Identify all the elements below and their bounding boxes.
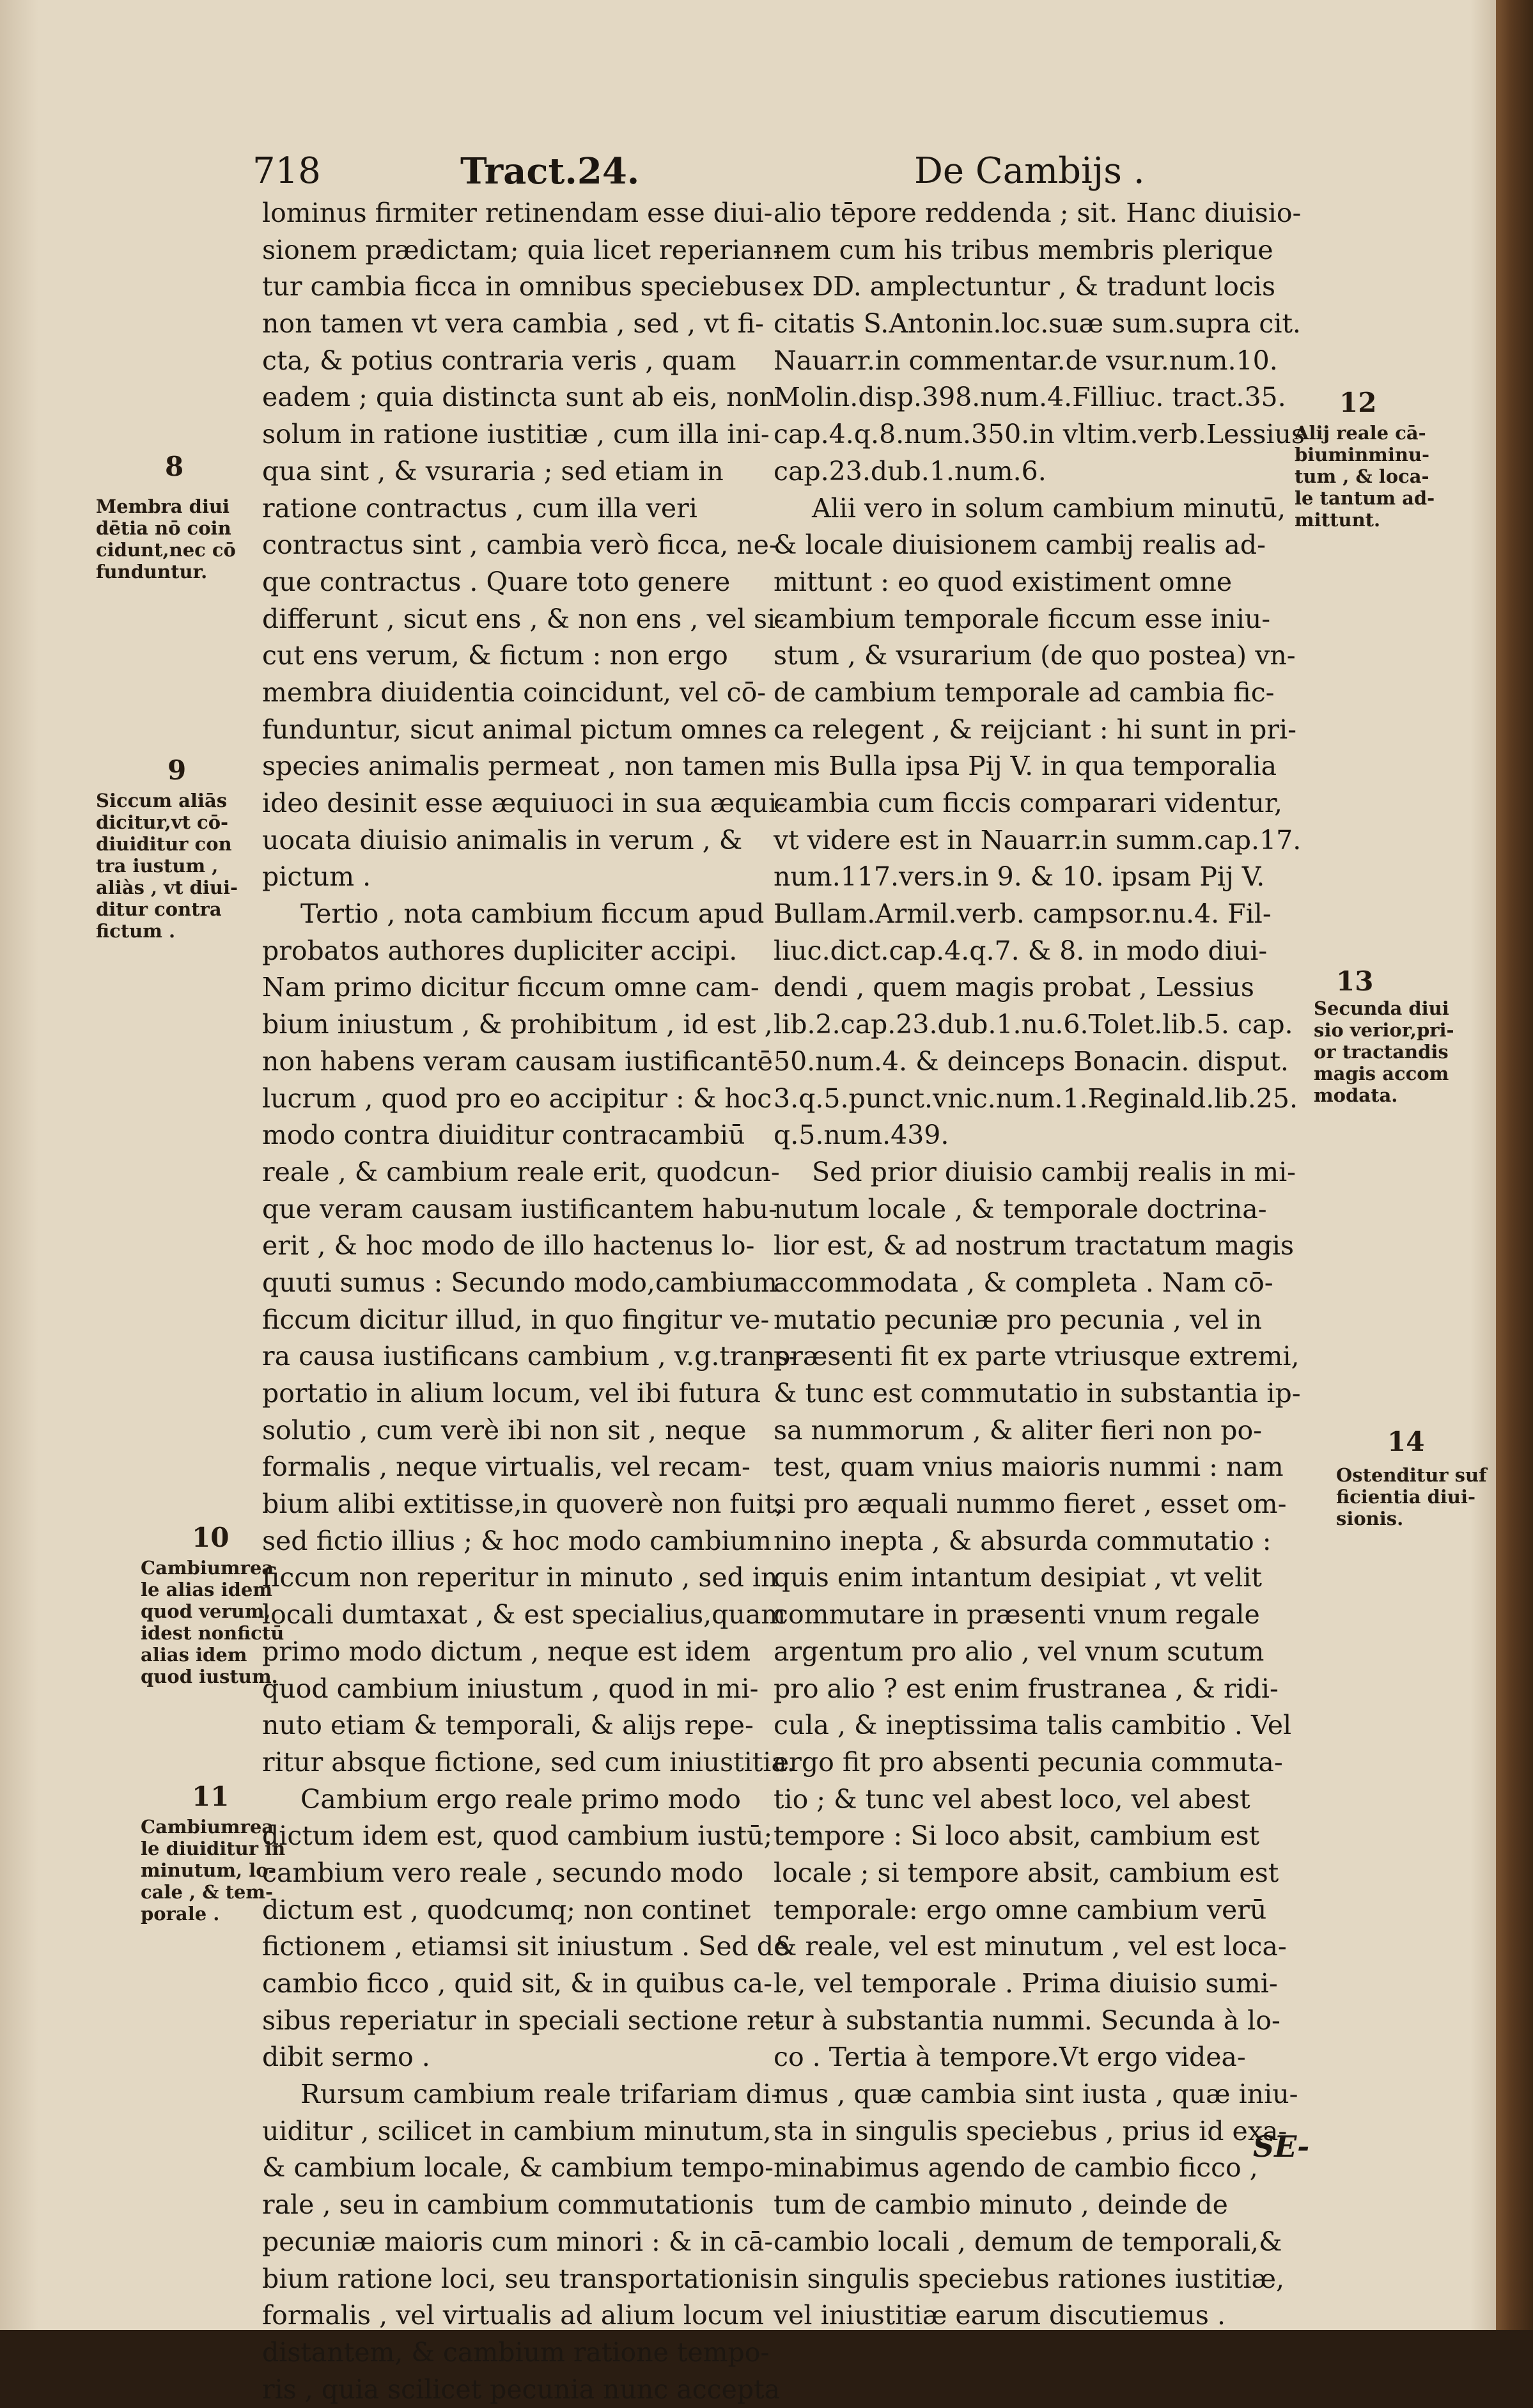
text-line: q.5.num.439. bbox=[774, 1120, 949, 1151]
text-line: ficcum non reperitur in minuto , sed in bbox=[262, 1562, 778, 1593]
text-line: Nauarr.in commentar.de vsur.num.10. bbox=[774, 345, 1278, 376]
margin-number-12: 12 bbox=[1339, 387, 1377, 418]
text-line: minabimus agendo de cambio ficco , bbox=[774, 2152, 1258, 2184]
text-line: cambium temporale ficcum esse iniu- bbox=[774, 603, 1271, 634]
text-line: ex DD. amplectuntur , & tradunt locis bbox=[774, 271, 1276, 302]
text-line: fictionem , etiamsi sit iniustum . Sed de bbox=[262, 1931, 790, 1962]
right-text-column bbox=[774, 195, 1311, 2334]
text-line: sibus reperiatur in speciali sectione re- bbox=[262, 2005, 784, 2036]
margin-note-8: Membra diui dētia nō coin cidunt,nec cō funduntur. bbox=[96, 496, 236, 582]
text-line: test, quam vnius maioris nummi : nam bbox=[774, 1451, 1284, 1483]
text-line: portatio in alium locum, vel ibi futura bbox=[262, 1378, 761, 1409]
text-line: nem cum his tribus membris plerique bbox=[774, 234, 1273, 265]
text-line: uocata diuisio animalis in verum , & bbox=[262, 824, 743, 856]
text-line: modo contra diuiditur contracambiū bbox=[262, 1120, 745, 1151]
text-line: nuto etiam & temporali, & alijs repe- bbox=[262, 1710, 754, 1741]
text-line: cambia cum ficcis comparari videntur, bbox=[774, 788, 1283, 818]
text-line: contractus sint , cambia verò ficca, ne- bbox=[262, 529, 778, 561]
text-line: primo modo dictum , neque est idem bbox=[262, 1636, 751, 1667]
text-line: cambio locali , demum de temporali,& bbox=[774, 2226, 1282, 2257]
margin-note-11: Cambiumrea le diuiditur in minutum, lo- cale , & tem- porale . bbox=[141, 1816, 286, 1925]
text-line: commutare in præsenti vnum regale bbox=[774, 1599, 1260, 1630]
text-line: reale , & cambium reale erit, quodcun- bbox=[262, 1156, 780, 1187]
text-line: erit , & hoc modo de illo hactenus lo- bbox=[262, 1230, 755, 1262]
text-line: Alii vero in solum cambium minutū, bbox=[812, 492, 1286, 524]
text-line: rale , seu in cambium commutationis bbox=[262, 2189, 754, 2221]
text-line: lucrum , quod pro eo accipitur : & hoc bbox=[262, 1083, 772, 1114]
text-line: formalis , vel virtualis ad alium locum bbox=[262, 2300, 764, 2331]
text-line: dendi , quem magis probat , Lessius bbox=[774, 972, 1254, 1003]
text-line: dictum idem est, quod cambium iustū; bbox=[262, 1820, 773, 1852]
text-line: bium alibi extitisse,in quoverè non fuit, bbox=[262, 1489, 784, 1520]
text-line: præsenti fit ex parte vtriusque extremi, bbox=[774, 1341, 1300, 1372]
text-line: que contractus . Quare toto genere bbox=[262, 566, 731, 597]
text-line: temporale: ergo omne cambium verū bbox=[774, 1894, 1267, 1925]
text-line: de cambium temporale ad cambia fic- bbox=[774, 676, 1275, 708]
text-line: quuti sumus : Secundo modo,cambium bbox=[262, 1267, 777, 1298]
margin-note-13: Secunda diui sio verior,pri- or tractandis magis accom modata. bbox=[1314, 997, 1454, 1106]
margin-number-8: 8 bbox=[165, 451, 184, 482]
text-line: dictum est , quodcumq; non continet bbox=[262, 1894, 751, 1925]
catchword: SE- bbox=[1253, 2129, 1310, 2164]
text-line: pro alio ? est enim frustranea , & ridi- bbox=[774, 1673, 1279, 1704]
text-line: in singulis speciebus rationes iustitiæ, bbox=[774, 2263, 1285, 2294]
text-line: quis enim intantum desipiat , vt velit bbox=[774, 1562, 1263, 1593]
text-line: solum in ratione iustitiæ , cum illa ini- bbox=[262, 419, 770, 450]
text-line: ris , quia scilicet pecunia nunc accepta bbox=[262, 2373, 781, 2405]
text-line: 3.q.5.punct.vnic.num.1.Reginald.lib.25. bbox=[774, 1083, 1298, 1114]
text-line: dibit sermo . bbox=[262, 2042, 430, 2073]
text-line: nino inepta , & absurda commutatio : bbox=[774, 1525, 1272, 1556]
text-line: liuc.dict.cap.4.q.7. & 8. in modo diui- bbox=[774, 935, 1268, 966]
text-line: & cambium locale, & cambium tempo- bbox=[262, 2152, 774, 2184]
text-line: si pro æquali nummo fieret , esset om- bbox=[774, 1489, 1287, 1520]
text-line: species animalis permeat , non tamen bbox=[262, 751, 766, 782]
text-line: tum de cambio minuto , deinde de bbox=[774, 2189, 1228, 2221]
text-line: tur cambia ficca in omnibus speciebus . bbox=[262, 271, 789, 302]
text-line: que veram causam iustificantem habu- bbox=[262, 1193, 777, 1224]
text-line: Nam primo dicitur ficcum omne cam- bbox=[262, 972, 759, 1003]
text-line: uiditur , scilicet in cambium minutum, bbox=[262, 2115, 772, 2146]
text-line: argentum pro alio , vel vnum scutum bbox=[774, 1636, 1265, 1667]
text-line: lior est, & ad nostrum tractatum magis bbox=[774, 1230, 1295, 1262]
text-line: lominus firmiter retinendam esse diui- bbox=[262, 198, 773, 228]
text-line: sed fictio illius ; & hoc modo cambium bbox=[262, 1525, 772, 1556]
text-line: lib.2.cap.23.dub.1.nu.6.Tolet.lib.5. cap. bbox=[774, 1009, 1293, 1040]
text-line: locale ; si tempore absit, cambium est bbox=[774, 1857, 1279, 1888]
text-line: Molin.disp.398.num.4.Filliuc. tract.35. bbox=[774, 382, 1286, 413]
text-line: 50.num.4. & deinceps Bonacin. disput. bbox=[774, 1045, 1289, 1077]
margin-note-9: Siccum aliās dicitur,vt cō- diuiditur con tra iustum , aliàs , vt diui- ditur contra fictum . bbox=[96, 790, 238, 942]
text-line: bium iniustum , & prohibitum , id est , bbox=[262, 1009, 773, 1040]
text-line: & tunc est commutatio in substantia ip- bbox=[774, 1378, 1301, 1409]
text-line: cta, & potius contraria veris , quam bbox=[262, 345, 736, 376]
text-line: le, vel temporale . Prima diuisio sumi- bbox=[774, 1968, 1278, 1999]
text-line: co . Tertia à tempore.Vt ergo videa- bbox=[774, 2042, 1246, 2073]
text-line: tio ; & tunc vel abest loco, vel abest bbox=[774, 1783, 1250, 1815]
text-line: cap.4.q.8.num.350.in vltim.verb.Lessius bbox=[774, 419, 1305, 450]
margin-number-14: 14 bbox=[1387, 1426, 1425, 1457]
text-line: Tertio , nota cambium ficcum apud bbox=[300, 898, 765, 930]
text-line: mittunt : eo quod existiment omne bbox=[774, 566, 1233, 597]
text-line: quod cambium iniustum , quod in mi- bbox=[262, 1673, 759, 1704]
text-line: non tamen vt vera cambia , sed , vt fi- bbox=[262, 308, 764, 340]
text-line: differunt , sicut ens , & non ens , vel si- bbox=[262, 603, 785, 634]
text-line: sta in singulis speciebus , prius id exa- bbox=[774, 2115, 1288, 2146]
text-line: citatis S.Antonin.loc.suæ sum.supra cit. bbox=[774, 308, 1301, 340]
text-line: pictum . bbox=[262, 861, 371, 893]
text-line: bium ratione loci, seu transportationis bbox=[262, 2263, 773, 2294]
text-line: pecuniæ maioris cum minori : & in cā- bbox=[262, 2226, 774, 2257]
text-line: mutatio pecuniæ pro pecunia , vel in bbox=[774, 1304, 1263, 1335]
running-head-topic: De Cambijs . bbox=[914, 150, 1145, 192]
book-edge bbox=[1496, 0, 1533, 2330]
text-line: cambium vero reale , secundo modo bbox=[262, 1857, 744, 1888]
text-line: Cambium ergo reale primo modo bbox=[300, 1783, 741, 1815]
margin-note-10: Cambiumrea le alias idem quod verum, idest nonfictū alias idem quod iustum. bbox=[141, 1557, 284, 1687]
text-line: non habens veram causam iustificantē bbox=[262, 1045, 773, 1077]
margin-number-9: 9 bbox=[167, 754, 187, 786]
text-line: cut ens verum, & fictum : non ergo bbox=[262, 640, 728, 671]
margin-number-10: 10 bbox=[192, 1522, 230, 1553]
text-line: ca relegent , & reijciant : hi sunt in pri- bbox=[774, 714, 1296, 745]
margin-number-11: 11 bbox=[192, 1781, 230, 1812]
text-line: ratione contractus , cum illa veri bbox=[262, 492, 697, 524]
text-line: qua sint , & vsuraria ; sed etiam in bbox=[262, 455, 724, 487]
text-line: mis Bulla ipsa Pij V. in qua temporalia bbox=[774, 751, 1277, 782]
text-line: stum , & vsurarium (de quo postea) vn- bbox=[774, 640, 1296, 671]
margin-number-13: 13 bbox=[1336, 966, 1374, 997]
text-line: Sed prior diuisio cambij realis in mi- bbox=[812, 1156, 1296, 1187]
text-line: alio tēpore reddenda ; sit. Hanc diuisio- bbox=[774, 198, 1302, 228]
text-line: membra diuidentia coincidunt, vel cō- bbox=[262, 676, 766, 708]
text-line: locali dumtaxat , & est specialius,quam bbox=[262, 1599, 786, 1630]
text-line: ficcum dicitur illud, in quo fingitur ve- bbox=[262, 1304, 770, 1335]
text-line: ra causa iustificans cambium , v.g.trans- bbox=[262, 1341, 798, 1372]
page-number: 718 bbox=[253, 150, 321, 192]
text-line: num.117.vers.in 9. & 10. ipsam Pij V. bbox=[774, 861, 1265, 893]
text-line: accommodata , & completa . Nam cō- bbox=[774, 1267, 1273, 1298]
text-line: vt videre est in Nauarr.in summ.cap.17. bbox=[774, 824, 1302, 856]
text-line: vel iniustitiæ earum discutiemus . bbox=[774, 2300, 1226, 2331]
text-line: & reale, vel est minutum , vel est loca- bbox=[774, 1931, 1287, 1962]
margin-note-12: Alij reale cā- biuminminu- tum , & loca- le tantum ad- mittunt. bbox=[1295, 422, 1435, 531]
text-line: mus , quæ cambia sint iusta , quæ iniu- bbox=[774, 2079, 1298, 2110]
text-line: tur à substantia nummi. Secunda à lo- bbox=[774, 2005, 1280, 2036]
text-line: sionem prædictam; quia licet reperian- bbox=[262, 234, 782, 265]
text-line: ritur absque fictione, sed cum iniustitia. bbox=[262, 1746, 795, 1778]
text-line: probatos authores dupliciter accipi. bbox=[262, 935, 738, 966]
text-line: distantem, & cambium ratione tempo- bbox=[262, 2336, 770, 2368]
margin-note-14: Ostenditur suf ficientia diui- sionis. bbox=[1336, 1464, 1487, 1529]
text-line: sa nummorum , & aliter fieri non po- bbox=[774, 1414, 1262, 1446]
text-line: Bullam.Armil.verb. campsor.nu.4. Fil- bbox=[774, 898, 1272, 930]
text-line: ideo desinit esse æquiuoci in sua æqui- bbox=[262, 788, 786, 818]
text-line: eadem ; quia distincta sunt ab eis, non bbox=[262, 382, 776, 413]
text-line: funduntur, sicut animal pictum omnes bbox=[262, 714, 767, 745]
text-line: formalis , neque virtualis, vel recam- bbox=[262, 1451, 751, 1483]
running-head-tract: Tract.24. bbox=[460, 150, 640, 192]
text-line: & locale diuisionem cambij realis ad- bbox=[774, 529, 1266, 561]
text-line: cap.23.dub.1.num.6. bbox=[774, 455, 1047, 487]
text-line: cambio ficco , quid sit, & in quibus ca- bbox=[262, 1968, 772, 1999]
text-line: Rursum cambium reale trifariam di- bbox=[300, 2079, 780, 2110]
text-line: solutio , cum verè ibi non sit , neque bbox=[262, 1414, 747, 1446]
text-line: cula , & ineptissima talis cambitio . Vel bbox=[774, 1710, 1292, 1741]
text-line: tempore : Si loco absit, cambium est bbox=[774, 1820, 1260, 1852]
left-text-column bbox=[262, 195, 825, 2408]
text-line: ergo fit pro absenti pecunia commuta- bbox=[774, 1746, 1283, 1778]
text-line: nutum locale , & temporale doctrina- bbox=[774, 1193, 1267, 1224]
